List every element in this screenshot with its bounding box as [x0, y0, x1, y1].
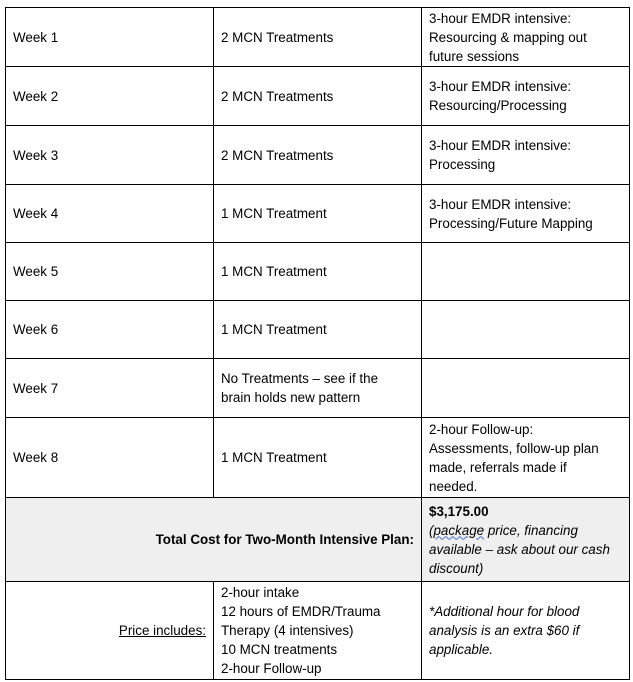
- week-label: Week 7: [6, 359, 214, 418]
- table-row: [6, 243, 630, 301]
- session-line: needed.: [429, 478, 478, 494]
- mcn-line: brain holds new pattern: [221, 390, 361, 405]
- session-line: future sessions: [429, 48, 520, 64]
- treatment-plan-table: [5, 7, 630, 680]
- total-price-note-line: available – ask about our cash: [429, 541, 610, 557]
- session-description: [422, 359, 630, 418]
- price-includes-label: Price includes:: [118, 623, 206, 638]
- mcn-treatments: 2 MCN Treatments: [214, 67, 422, 126]
- list-item: 2-hour Follow-up: [221, 661, 322, 676]
- mcn-treatments: 2 MCN Treatments: [214, 126, 422, 185]
- list-item: 10 MCN treatments: [221, 642, 338, 657]
- additional-hour-note: [422, 582, 630, 680]
- price-includes-list: [214, 582, 422, 680]
- session-line: 3-hour EMDR intensive:: [429, 10, 572, 26]
- session-description: [422, 126, 630, 185]
- session-line: Resourcing & mapping out: [429, 29, 587, 45]
- note-line: applicable.: [429, 642, 494, 657]
- table-row: [6, 67, 630, 126]
- list-item: 2-hour intake: [221, 585, 300, 600]
- session-line: made, referrals made if: [429, 459, 567, 475]
- table-row: [6, 8, 630, 67]
- table-row: [6, 418, 630, 498]
- total-price-note: [429, 521, 622, 540]
- total-price-note-line: discount): [429, 560, 484, 576]
- note-rest: price, financing: [484, 522, 578, 538]
- week-label: Week 4: [6, 185, 214, 243]
- session-line: Resourcing/Processing: [429, 98, 567, 113]
- mcn-line: No Treatments – see if the: [221, 371, 379, 386]
- price-includes-row: [6, 582, 630, 680]
- mcn-treatments: 2 MCN Treatments: [214, 8, 422, 67]
- table-row: [6, 359, 630, 418]
- note-package-word: package: [433, 522, 485, 538]
- session-line: 3-hour EMDR intensive:: [429, 138, 572, 153]
- session-line: 2-hour Follow-up:: [429, 421, 534, 437]
- week-label: Week 5: [6, 243, 214, 301]
- total-cost-cell: [422, 498, 630, 582]
- mcn-treatments: [214, 359, 422, 418]
- session-description: [422, 243, 630, 301]
- total-cost-label: Total Cost for Two-Month Intensive Plan:: [6, 498, 422, 582]
- list-item: Therapy (4 intensives): [221, 623, 354, 638]
- week-label: Week 1: [6, 8, 214, 67]
- table-row: [6, 301, 630, 359]
- mcn-treatments: 1 MCN Treatment: [214, 418, 422, 498]
- table-row: [6, 185, 630, 243]
- session-line: Processing/Future Mapping: [429, 215, 593, 231]
- week-label: Week 2: [6, 67, 214, 126]
- mcn-treatments: 1 MCN Treatment: [214, 301, 422, 359]
- table-row: [6, 126, 630, 185]
- note-paren: (: [429, 522, 434, 538]
- total-price: $3,175.00: [429, 503, 489, 519]
- session-description: [422, 185, 630, 243]
- session-line: 3-hour EMDR intensive:: [429, 79, 572, 94]
- session-description: [422, 418, 630, 498]
- week-label: Week 8: [6, 418, 214, 498]
- mcn-treatments: 1 MCN Treatment: [214, 243, 422, 301]
- session-description: [422, 67, 630, 126]
- session-line: Processing: [429, 157, 496, 172]
- session-line: Assessments, follow-up plan: [429, 440, 599, 456]
- price-includes-label-cell: [6, 582, 214, 680]
- note-line: *Additional hour for blood: [429, 604, 580, 619]
- list-item: 12 hours of EMDR/Trauma: [221, 604, 381, 619]
- week-label: Week 6: [6, 301, 214, 359]
- session-line: 3-hour EMDR intensive:: [429, 196, 572, 212]
- total-cost-row: [6, 498, 630, 582]
- note-line: analysis is an extra $60 if: [429, 623, 580, 638]
- week-label: Week 3: [6, 126, 214, 185]
- session-description: [422, 8, 630, 67]
- mcn-treatments: 1 MCN Treatment: [214, 185, 422, 243]
- session-description: [422, 301, 630, 359]
